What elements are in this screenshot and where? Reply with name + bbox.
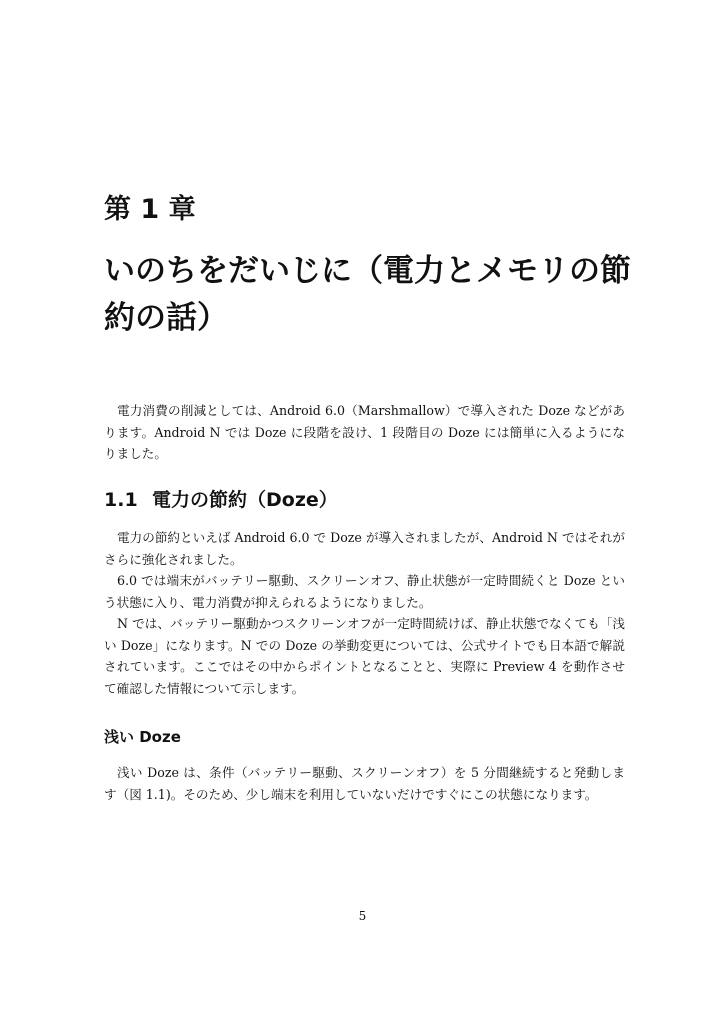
intro-block: [104, 400, 625, 465]
section-paragraph-1: 電力の節約といえば Android 6.0 で Doze が導入されましたが、Android N ではそれがさらに強化されました。: [104, 530, 625, 567]
subsection-body: [104, 762, 625, 805]
section-body: [104, 527, 625, 699]
page-number: 5: [358, 909, 367, 923]
section-paragraph-3: N では、バッテリー駆動かつスクリーンオフが一定時間続けば、静止状態でなくても「浅い Doze」になります。N での Doze の挙動変更については、公式サイトでも日本語で解説されています。ここではその中からポイントとなることと、実際に Preview 4 を動作させて確認した情報について示します。: [104, 616, 625, 696]
chapter-label: 第 1 章: [104, 194, 196, 225]
section-title: 電力の節約（Doze）: [152, 489, 338, 511]
chapter-title: いのちをだいじに（電力とメモリの節約の話）: [104, 253, 631, 336]
section-paragraph-2: 6.0 では端末がバッテリー駆動、スクリーンオフ、静止状態が一定時間続くと Doze という状態に入り、電力消費が抑えられるようになりました。: [104, 573, 625, 610]
section-heading: [104, 487, 338, 513]
intro-paragraph: 電力消費の削減としては、Android 6.0（Marshmallow）で導入された Doze などがあります。Android N では Doze に段階を設け、1 段階目の Doze には簡単に入るようになりました。: [104, 403, 625, 461]
subsection-paragraph: 浅い Doze は、条件（バッテリー駆動、スクリーンオフ）を 5 分間継続すると発動します（図 1.1)。そのため、少し端末を利用していないだけですぐにこの状態になります。: [104, 765, 625, 802]
section-number: 1.1: [104, 489, 138, 511]
subsection-heading: 浅い Doze: [104, 728, 181, 746]
